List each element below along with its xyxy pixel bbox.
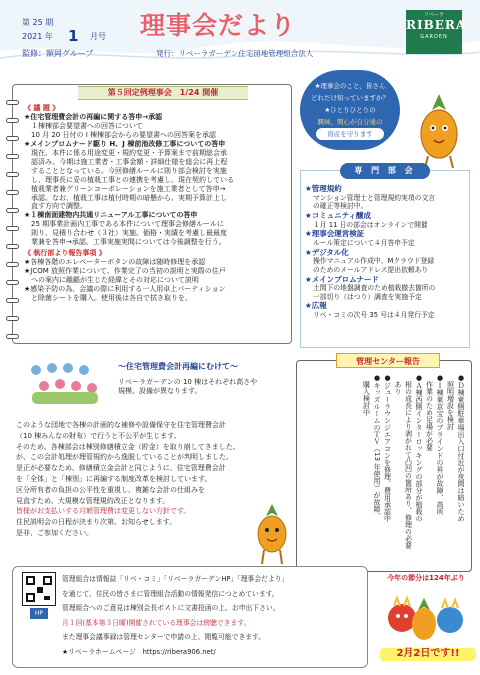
agenda-line: 現在、本件に係る用途変更・規約変更・予算案まで前期総会承 [24,148,227,157]
agenda-section [24,104,289,303]
residents-group-icon [26,360,102,408]
reorg-line: 区分所有者の負担の公平性を重視し、複雑な会計の仕組みを [16,485,205,494]
meeting-banner: 第５回定例理事会 1/24 開催 [78,86,248,100]
info-text [62,572,366,659]
info-line: 月１回(基本第３日曜)開催されている理事会は傍聴できます。 [62,618,251,627]
issue-month: 1 [68,27,79,45]
agenda-line: ★メインプロムナード駆り H、J 棟前池改修工事についての答申 [24,139,226,148]
issue-number: 第 25 期 [22,18,54,27]
info-line: また理事会議事録は管理センターで申請の上、閲覧可能できます。 [62,633,266,641]
agenda-line: し、理事長に妥の植栽工事との連携を考慮し、現在契約している [24,175,234,184]
center-report-line: ●Ａ棟西側インターロッキングの部分が植栽の [415,374,423,522]
committee-heading: ★デジタル化 [305,247,349,257]
committee-list [305,184,467,320]
reorg-line: そのため、各棟部会は棟別修繕積立金（貯金）を取り崩してきました。 [16,442,240,451]
center-report-line: 根の成長により剥がれて凸凹の箇所あり、修理の必要 [404,374,413,549]
committee-detail: 土間下の地盤調査のため植栽撤去箇所の [313,284,436,293]
info-line: 管理組合は情報誌「リベ・コミ」「リベーラガーデンHP」「理事会だより」 [62,575,289,583]
center-report-line: ●Ｄ棟東側駐車場出入口付近が夜間は暗いため [457,374,465,522]
qr-code-icon [22,572,56,606]
center-report-line: 購入検討中 [362,374,371,416]
info-line: を通じて、住民の皆さまに管理組合活動の情報発信につとめています。 [62,589,279,598]
agenda-line: 認済み。今期は施工業者・工事金額・詳細仕様を総会に再上程 [24,157,228,166]
ribera-logo: リベーラ RIBERA GARDEN [406,10,462,54]
publisher-credit: 発行：リベーラガーデン住宅団地管理組合法人 [156,49,314,58]
newsletter-title: 理事会だより [140,11,297,40]
center-report-line: 作業のため足場が必要 [425,374,434,451]
report-line: ★各棟各階のエレベーターボタンの故障は随時修理を承認 [24,258,206,267]
center-report-body [302,374,466,568]
center-report-title: 管理センター報告 [336,353,440,368]
agenda-line: ★１棟南面建物内共通リニューアル工事についての答申 [24,211,198,220]
report-list [24,258,289,303]
report-line: ★JCOM 放照作業について、作業完了の当初の説明と実際の住戸 [24,267,226,276]
setsubun-oni-icon [384,588,468,646]
committee-detail: の確正等検討中。 [313,202,368,211]
agenda-line: 則り、見積り合わせ（３社）実施。価格・実績を考慮し最最度 [24,229,227,238]
center-report-line: ●ジューラウンジエアコンを修理、費用承認中 [383,374,392,522]
agenda-line: 25 期事業計画内工事である本件について理事会修繕ルールに [24,220,224,229]
reorg-line: 住民説明会の日程が決まり次第、お知らせします。 [16,518,177,527]
issue-year: 2021 年 [22,32,53,41]
agenda-line: することとなっている。今回修繕ルールに則り部会検討を実施 [24,166,227,175]
report-line: への案内に齟齬が生じた経緯とその対応について説明 [24,276,199,285]
reorg-line: 是正が必要なため、修繕積立金会計と同じように、住宅管理費会計 [16,464,226,473]
reorg-section [14,352,284,572]
center-report-line: 照明増設を検討 [446,374,455,430]
committee-heading: ★広報 [305,301,327,311]
reorg-line: このような団地で各棟の計画的な補修や設備保守を住宅管理費会計 [16,421,226,429]
center-report-line: ●キッズルームのＴＶ（13 年使用）が故障、 [373,374,381,520]
setsubun-caption: 今年の節分は124年ぶり [387,574,465,582]
homepage-link[interactable]: ★リベーラホームページ https://ribera906.net/ [62,647,216,656]
issue-month-unit: 月号 [90,32,106,41]
committee-heading: ★コミュニティ醸成 [305,210,371,220]
pineapple-mascot-icon [408,90,470,170]
committee-detail: １月 11 日の部会はオンラインで開催 [313,220,428,229]
committee-detail: リベ・コミの次号 35 号は４月発行予定 [313,311,435,320]
qr-label: HP [30,608,48,619]
reorg-line: を「全体」と「棟別」に再編する制度改革を検討しています。 [16,474,212,483]
center-report-line: あり [394,374,402,395]
committee-detail: 操作マニュアル作成中、Mクラウド登録 [313,257,435,266]
supervisor-credit: 監修：額岡グループ [22,49,94,58]
agenda-line: 直す方向で調整。 [24,202,87,211]
masthead [0,0,480,64]
pineapple-mascot-icon [250,502,294,566]
setsubun-date: 2月2日です!! [380,648,476,661]
committee-detail: 一部切り（はつり）調査を実施予定 [313,292,422,301]
agenda-list [24,113,289,247]
reorg-body [16,420,284,539]
reorg-title: 〜住宅管理費会計再編にむけて〜 [118,362,238,371]
agenda-line: 植栽業者兼グリーンコーポレーションを施工業者として答申→ [24,184,226,193]
agenda-line: 10 月 20 日付の I 棟棟部会からの要望書への回答案を承認 [24,130,217,139]
committee-heading: ★管理規約 [305,184,342,193]
agenda-line: 業兼を答申→承認。工事実施実間については今後調整を行う。 [24,238,226,247]
committee-detail: マンション管理士と管理規約実項の文言 [313,193,436,202]
reorg-line: 見直すため、大規模な管理規約改正となります。 [16,496,170,505]
report-heading: 《 執行部より報告事項 》 [24,249,106,258]
reorg-intro: リベーラガーデンの 10 棟はそれぞれ高さや 規模、設備が異なります。 [118,378,258,395]
committee-heading: ★理事会運営検証 [305,229,365,239]
report-line: と除菌シートを購入。使用後は各自で拭き取りを。 [24,294,192,303]
center-report-line: ●Ｉ棟東京宝のブラインドの昇が故障、高所 [436,374,444,515]
committee-detail: ルール策定について４月答申予定 [313,238,415,247]
report-line: ★感染予防の為、会議の際に利用する一人用卓上パーティション [24,285,226,294]
agenda-line: １棟棟部会要望書への回答について [24,121,143,130]
speech-text: ★理事会のこと、皆さん どれだけ知っていますか？ ★ひとりひとりの 興味、関心が自分達の 資産を守ります [311,82,389,138]
reorg-line: 皆様がお支払いする月額管理費は変更しない方針です。 [16,507,191,516]
agenda-line: ★住宅管理費会計の再編に関する答申→承認 [24,112,163,121]
committee-detail: のためのメールアドレス提出依頼あり [313,265,429,274]
agenda-heading: 《 議 題 》 [24,104,60,112]
committee-title: 専 門 部 会 [340,163,430,179]
reorg-line: が、この会計処理が理管規約から逸脱していることが判明しました。 [16,453,233,462]
agenda-line: 承認。なお、植栽工事は植付時期の暗懸から、実期予算計上し [24,193,227,202]
reorg-line: 是非、ご参加ください。 [16,528,93,537]
reorg-line: （10 棟みんなの財布）で行うと不公平が生じます。 [16,431,181,440]
committee-heading: ★メインプロムナード [305,274,379,284]
info-line: 管理組合へのご意見は棟別会長ポストに文書投函の上、お申出下さい。 [62,604,280,612]
